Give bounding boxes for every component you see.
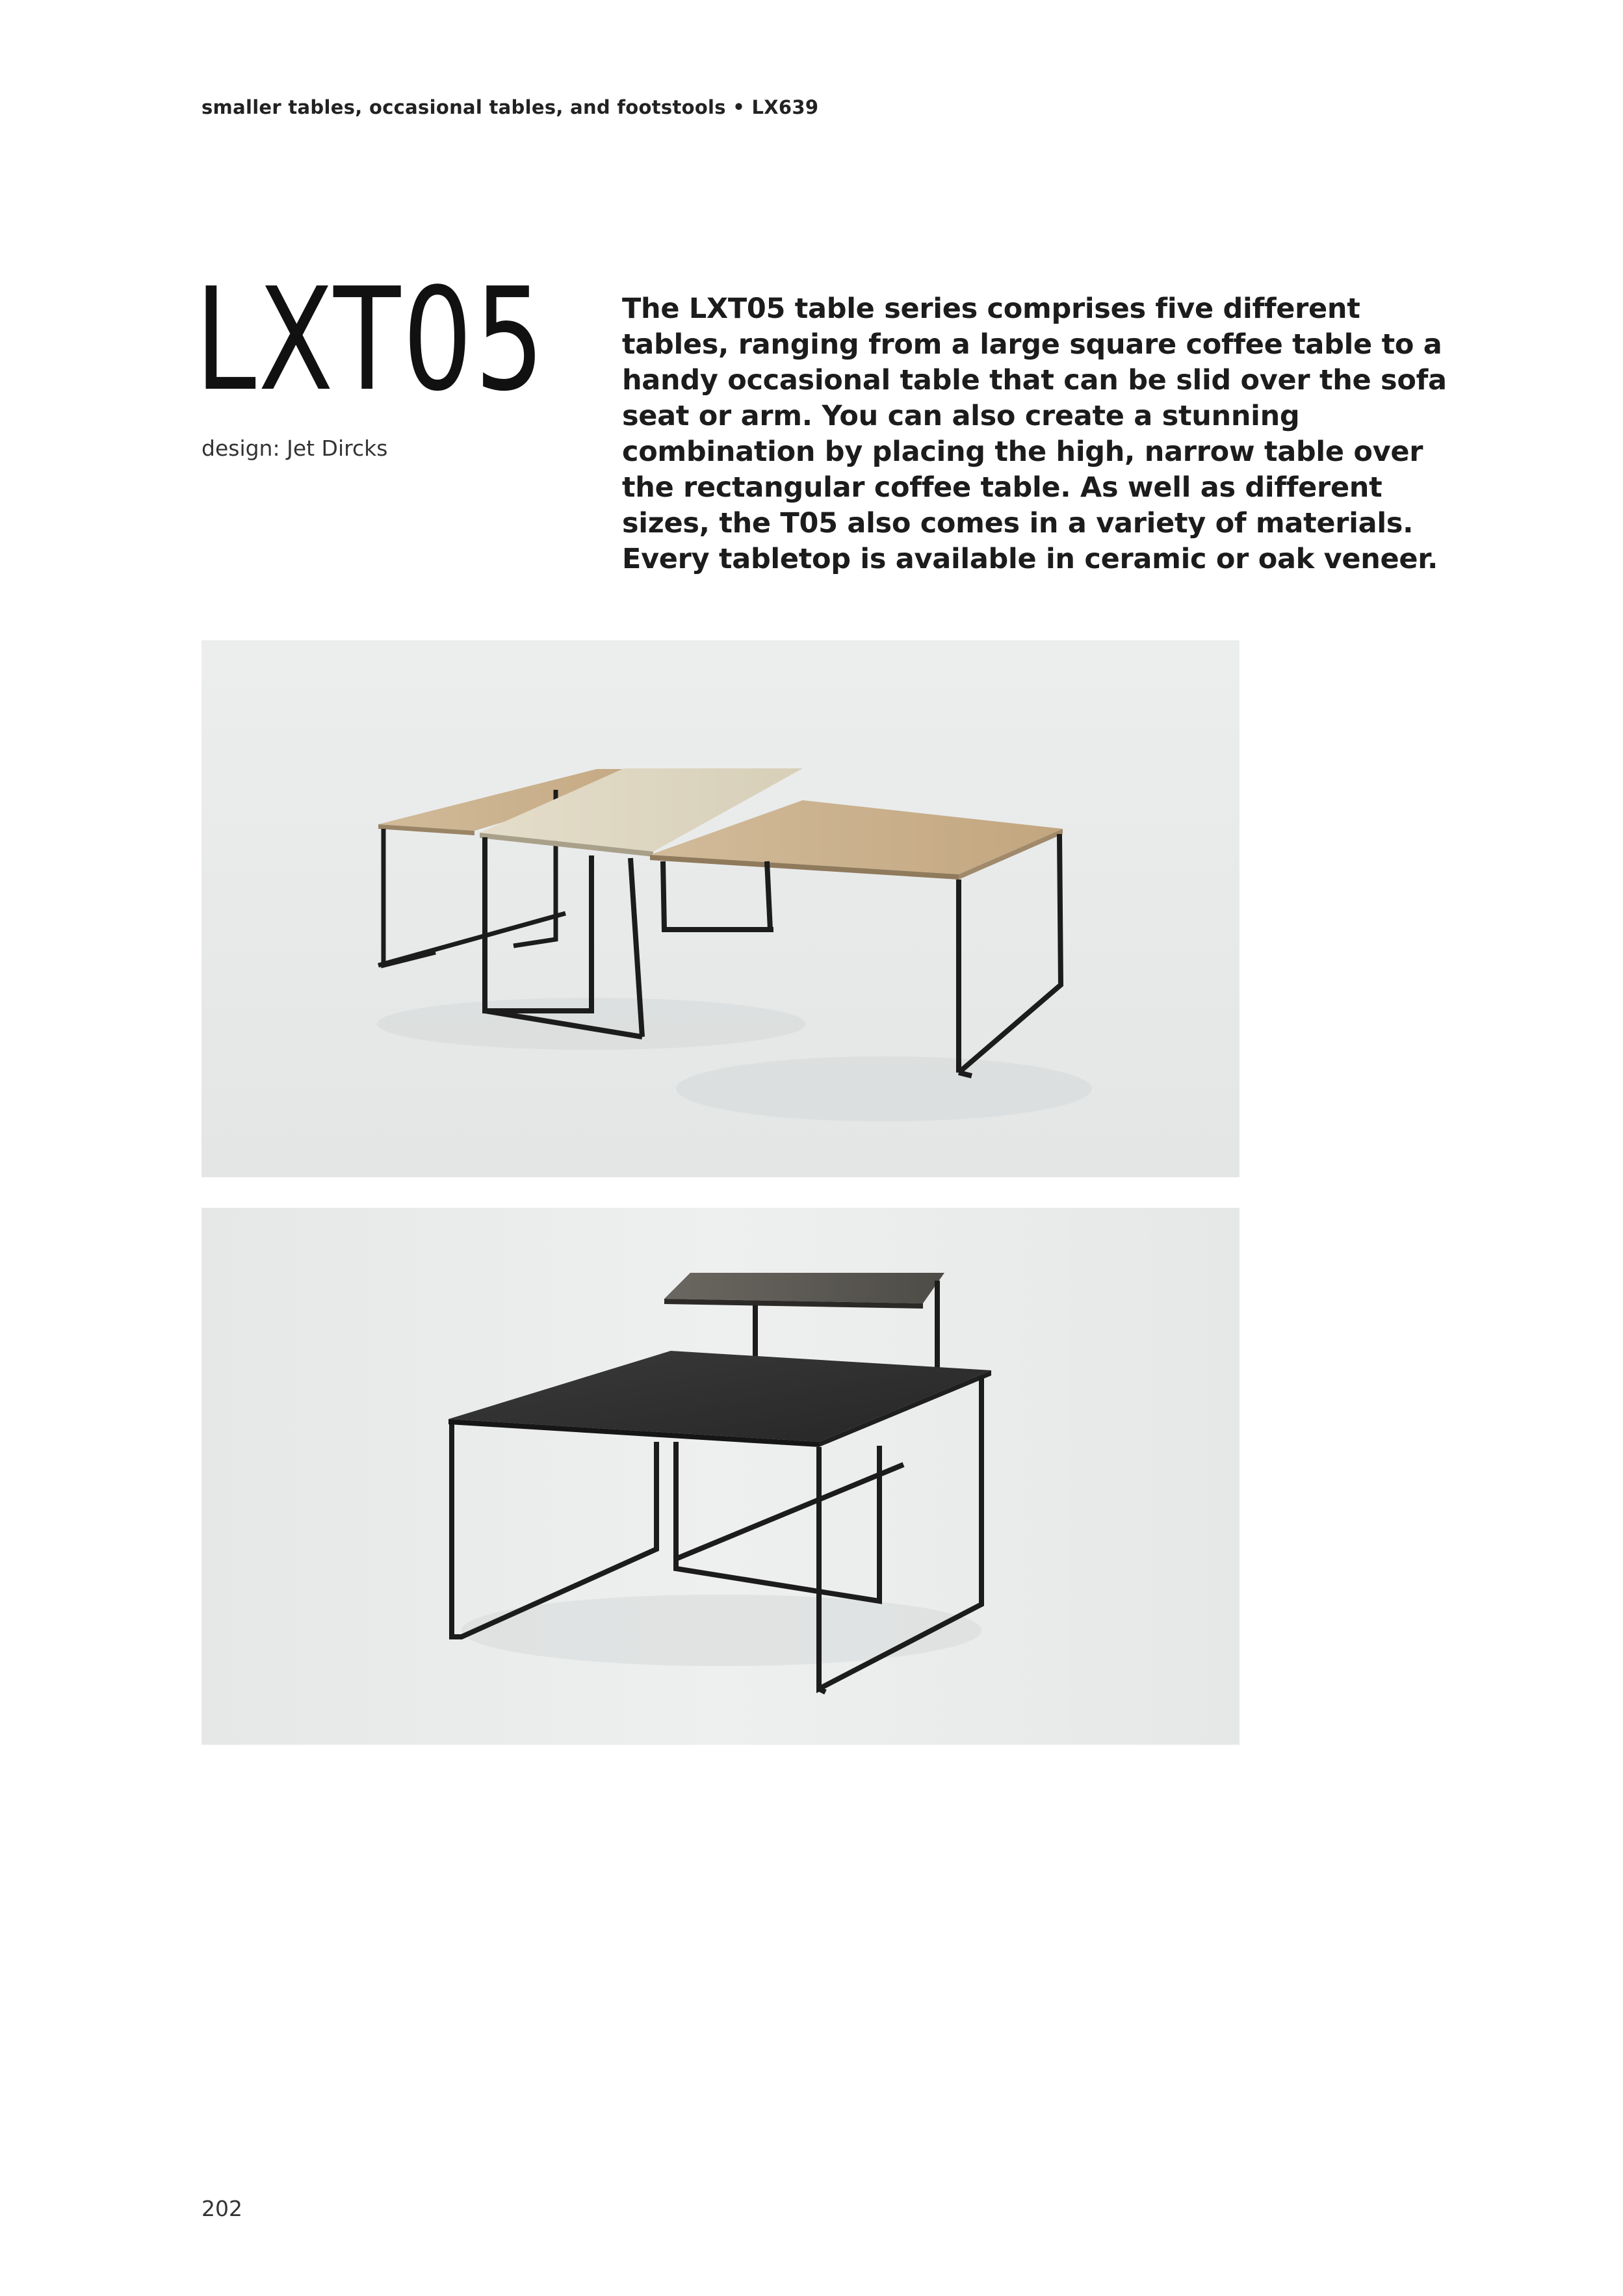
page-number: 202 xyxy=(201,2196,242,2221)
section-header: smaller tables, occasional tables, and footstools • LX639 xyxy=(201,96,819,118)
product-photo-square-tables xyxy=(201,1208,1240,1745)
product-description: The LXT05 table series comprises five different tables, ranging from a large square coffee table to a handy occasional table that can be slid over the sofa seat or arm. You can also create a stunning combination by placing the high, narrow table over the rectangular coffee table. As well as different sizes, the T05 also comes in a variety of materials. Every tabletop is available in ceramic or oak veneer. xyxy=(622,293,1447,575)
square-tables-illustration xyxy=(201,1208,1240,1745)
product-title: LXT05 xyxy=(195,258,547,423)
product-photo-nesting-tables xyxy=(201,640,1240,1177)
nesting-tables-illustration xyxy=(201,640,1240,1177)
designer-credit: design: Jet Dircks xyxy=(201,436,388,461)
